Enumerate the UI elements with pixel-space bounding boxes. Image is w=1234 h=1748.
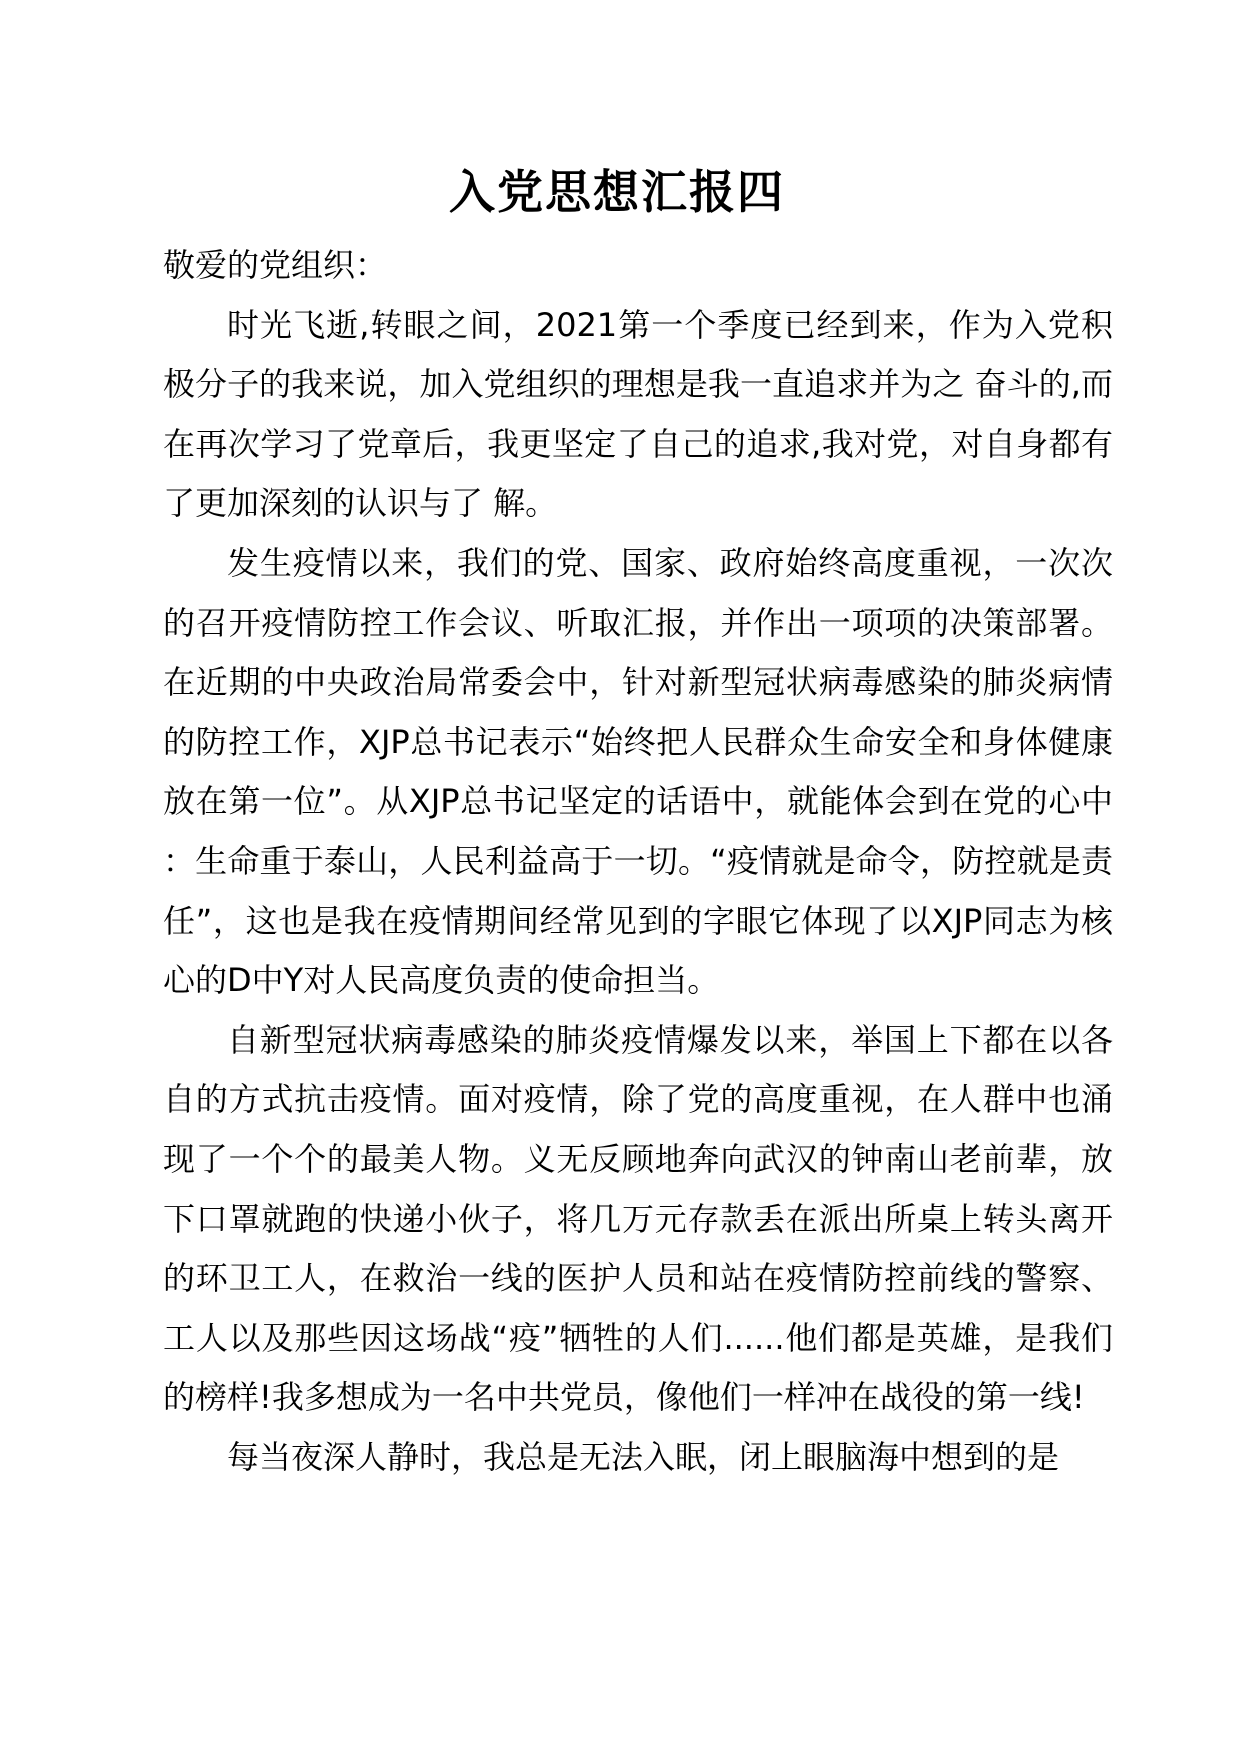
paragraph-1: 时光飞逝,转眼之间，2021第一个季度已经到来，作为入党积极分子的我来说，加入党组织的理想是我一直追求并为之 奋斗的,而在再次学习了党章后，我更坚定了自己的追求,我对党，对自身都有了更加深刻的认识与了 解。 bbox=[163, 305, 1113, 523]
document-title: 入党思想汇报四 bbox=[449, 165, 785, 219]
document-body bbox=[163, 236, 1113, 1487]
paragraph-2: 发生疫情以来，我们的党、国家、政府始终高度重视，一次次的召开疫情防控工作会议、听取汇报，并作出一项项的决策部署。在近期的中央政治局常委会中，针对新型冠状病毒感染的肺炎病情的防控工作，XJP总书记表示“始终把人民群众生命安全和身体健康放在第一位”。从XJP总书记坚定的话语中，就能体会到在党的心中：生命重于泰山，人民利益高于一切。“疫情就是命令，防控就是责任”，这也是我在疫情期间经常见到的字眼它体现了以XJP同志为核心的D中Y对人民高度负责的使命担当。 bbox=[163, 543, 1113, 1000]
paragraph-3: 自新型冠状病毒感染的肺炎疫情爆发以来，举国上下都在以各自的方式抗击疫情。面对疫情，除了党的高度重视，在人群中也涌现了一个个的最美人物。义无反顾地奔向武汉的钟南山老前辈，放下口罩就跑的快递小伙子，将几万元存款丢在派出所桌上转头离开的环卫工人，在救治一线的医护人员和站在疫情防控前线的警察、工人以及那些因这场战“疫”牺牲的人们......他们都是英雄，是我们的榜样!我多想成为一名中共党员，像他们一样冲在战役的第一线! bbox=[163, 1020, 1113, 1417]
paragraph-4: 每当夜深人静时，我总是无法入眠，闭上眼脑海中想到的是 bbox=[227, 1437, 1060, 1476]
salutation: 敬爱的党组织： bbox=[163, 246, 388, 284]
